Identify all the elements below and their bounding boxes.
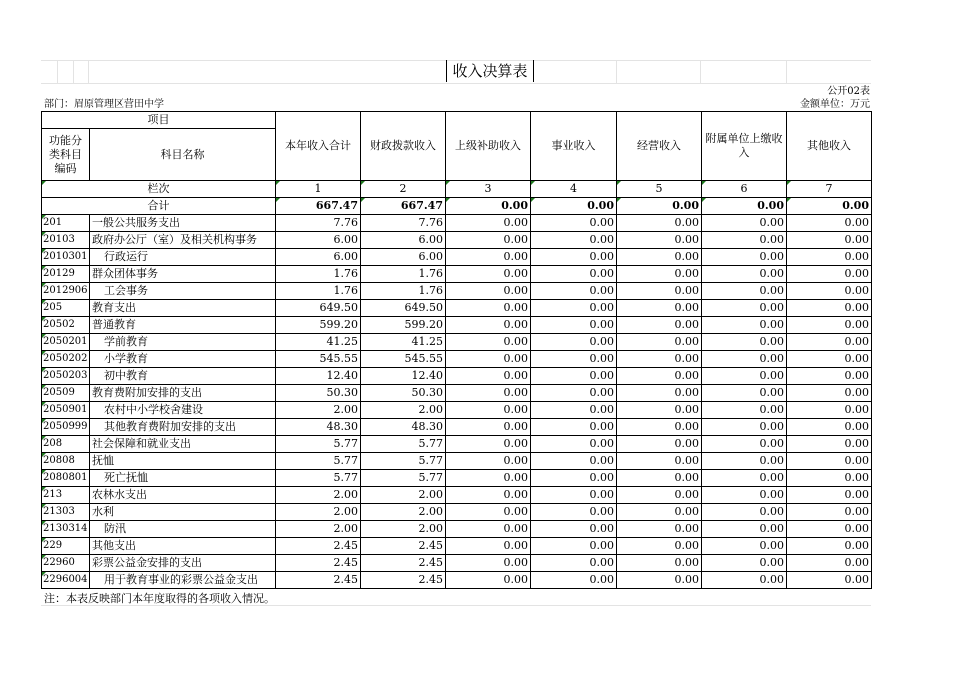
value-col3: 0.00 bbox=[446, 283, 531, 300]
value-col2: 7.76 bbox=[361, 215, 446, 232]
value-col2: 41.25 bbox=[361, 334, 446, 351]
value-col4: 0.00 bbox=[531, 538, 617, 555]
subject-name: 初中教育 bbox=[90, 368, 276, 385]
value-col6: 0.00 bbox=[702, 232, 787, 249]
subject-code: 2296004 bbox=[42, 572, 90, 589]
value-col1: 649.50 bbox=[276, 300, 361, 317]
subject-code: 201 bbox=[42, 215, 90, 232]
subject-name: 教育支出 bbox=[90, 300, 276, 317]
value-col3: 0.00 bbox=[446, 572, 531, 589]
value-col1: 545.55 bbox=[276, 351, 361, 368]
value-col2: 2.00 bbox=[361, 487, 446, 504]
value-col2: 2.00 bbox=[361, 402, 446, 419]
value-col7: 0.00 bbox=[787, 572, 872, 589]
unit-label: 金额单位：万元 bbox=[800, 99, 870, 110]
subject-code: 205 bbox=[42, 300, 90, 317]
subject-name: 小学教育 bbox=[90, 351, 276, 368]
value-col3: 0.00 bbox=[446, 538, 531, 555]
value-col4: 0.00 bbox=[531, 249, 617, 266]
value-col6: 0.00 bbox=[702, 266, 787, 283]
value-col6: 0.00 bbox=[702, 368, 787, 385]
total-v4: 0.00 bbox=[531, 198, 617, 215]
total-v7: 0.00 bbox=[787, 198, 872, 215]
value-col6: 0.00 bbox=[702, 215, 787, 232]
total-v1: 667.47 bbox=[276, 198, 361, 215]
header-col3: 上级补助收入 bbox=[446, 112, 531, 181]
value-col4: 0.00 bbox=[531, 470, 617, 487]
subject-name: 行政运行 bbox=[90, 249, 276, 266]
value-col2: 2.45 bbox=[361, 555, 446, 572]
value-col4: 0.00 bbox=[531, 436, 617, 453]
header-col1: 本年收入合计 bbox=[276, 112, 361, 181]
subject-name: 其他教育费附加安排的支出 bbox=[90, 419, 276, 436]
header-n1: 1 bbox=[276, 181, 361, 198]
value-col5: 0.00 bbox=[617, 470, 702, 487]
value-col1: 48.30 bbox=[276, 419, 361, 436]
value-col2: 6.00 bbox=[361, 232, 446, 249]
value-col7: 0.00 bbox=[787, 334, 872, 351]
value-col7: 0.00 bbox=[787, 487, 872, 504]
subject-code: 2050203 bbox=[42, 368, 90, 385]
value-col3: 0.00 bbox=[446, 334, 531, 351]
value-col4: 0.00 bbox=[531, 334, 617, 351]
table-row bbox=[42, 266, 872, 283]
value-col7: 0.00 bbox=[787, 232, 872, 249]
subject-name: 一般公共服务支出 bbox=[90, 215, 276, 232]
form-number: 公开02表 bbox=[827, 86, 870, 97]
total-row bbox=[42, 198, 872, 215]
value-col6: 0.00 bbox=[702, 334, 787, 351]
value-col7: 0.00 bbox=[787, 385, 872, 402]
subject-name: 学前教育 bbox=[90, 334, 276, 351]
header-col2: 财政拨款收入 bbox=[361, 112, 446, 181]
value-col1: 7.76 bbox=[276, 215, 361, 232]
value-col6: 0.00 bbox=[702, 453, 787, 470]
table-row bbox=[42, 385, 872, 402]
subject-code: 213 bbox=[42, 487, 90, 504]
value-col4: 0.00 bbox=[531, 317, 617, 334]
subject-code: 20509 bbox=[42, 385, 90, 402]
value-col4: 0.00 bbox=[531, 572, 617, 589]
value-col4: 0.00 bbox=[531, 453, 617, 470]
value-col6: 0.00 bbox=[702, 402, 787, 419]
value-col7: 0.00 bbox=[787, 521, 872, 538]
table-row bbox=[42, 249, 872, 266]
value-col1: 599.20 bbox=[276, 317, 361, 334]
value-col5: 0.00 bbox=[617, 572, 702, 589]
value-col3: 0.00 bbox=[446, 266, 531, 283]
value-col6: 0.00 bbox=[702, 300, 787, 317]
subject-name: 农林水支出 bbox=[90, 487, 276, 504]
subject-name: 用于教育事业的彩票公益金支出 bbox=[90, 572, 276, 589]
subject-name: 防汛 bbox=[90, 521, 276, 538]
value-col3: 0.00 bbox=[446, 215, 531, 232]
total-v6: 0.00 bbox=[702, 198, 787, 215]
value-col4: 0.00 bbox=[531, 283, 617, 300]
value-col6: 0.00 bbox=[702, 317, 787, 334]
value-col6: 0.00 bbox=[702, 572, 787, 589]
subject-code: 229 bbox=[42, 538, 90, 555]
value-col2: 48.30 bbox=[361, 419, 446, 436]
value-col2: 50.30 bbox=[361, 385, 446, 402]
subject-code: 2012906 bbox=[42, 283, 90, 300]
value-col5: 0.00 bbox=[617, 402, 702, 419]
value-col2: 649.50 bbox=[361, 300, 446, 317]
header-func-code: 功能分类科目编码 bbox=[42, 129, 90, 181]
value-col5: 0.00 bbox=[617, 300, 702, 317]
value-col5: 0.00 bbox=[617, 521, 702, 538]
table-row bbox=[42, 368, 872, 385]
value-col5: 0.00 bbox=[617, 453, 702, 470]
table-row bbox=[42, 538, 872, 555]
value-col4: 0.00 bbox=[531, 368, 617, 385]
value-col3: 0.00 bbox=[446, 419, 531, 436]
value-col4: 0.00 bbox=[531, 504, 617, 521]
value-col2: 2.00 bbox=[361, 504, 446, 521]
table-row bbox=[42, 402, 872, 419]
value-col6: 0.00 bbox=[702, 283, 787, 300]
subject-code: 20808 bbox=[42, 453, 90, 470]
value-col1: 1.76 bbox=[276, 283, 361, 300]
department-label: 部门：眉原管理区营田中学 bbox=[44, 99, 164, 110]
subject-name: 工会事务 bbox=[90, 283, 276, 300]
value-col1: 5.77 bbox=[276, 436, 361, 453]
value-col4: 0.00 bbox=[531, 385, 617, 402]
value-col1: 6.00 bbox=[276, 232, 361, 249]
value-col7: 0.00 bbox=[787, 317, 872, 334]
value-col7: 0.00 bbox=[787, 504, 872, 521]
value-col6: 0.00 bbox=[702, 419, 787, 436]
subject-name: 社会保障和就业支出 bbox=[90, 436, 276, 453]
value-col3: 0.00 bbox=[446, 555, 531, 572]
header-n5: 5 bbox=[617, 181, 702, 198]
value-col5: 0.00 bbox=[617, 283, 702, 300]
total-label: 合计 bbox=[42, 198, 276, 215]
header-n2: 2 bbox=[361, 181, 446, 198]
table-row bbox=[42, 232, 872, 249]
value-col7: 0.00 bbox=[787, 351, 872, 368]
value-col3: 0.00 bbox=[446, 300, 531, 317]
subject-code: 2050999 bbox=[42, 419, 90, 436]
value-col6: 0.00 bbox=[702, 470, 787, 487]
value-col3: 0.00 bbox=[446, 385, 531, 402]
value-col2: 2.00 bbox=[361, 521, 446, 538]
header-n4: 4 bbox=[531, 181, 617, 198]
value-col4: 0.00 bbox=[531, 300, 617, 317]
subject-code: 2050901 bbox=[42, 402, 90, 419]
subject-code: 2050201 bbox=[42, 334, 90, 351]
value-col3: 0.00 bbox=[446, 487, 531, 504]
value-col1: 41.25 bbox=[276, 334, 361, 351]
subject-code: 21303 bbox=[42, 504, 90, 521]
value-col7: 0.00 bbox=[787, 453, 872, 470]
value-col6: 0.00 bbox=[702, 504, 787, 521]
header-n7: 7 bbox=[787, 181, 872, 198]
header-col7: 其他收入 bbox=[787, 112, 872, 181]
footnote: 注：本表反映部门本年度取得的各项收入情况。 bbox=[44, 592, 275, 605]
value-col1: 2.45 bbox=[276, 572, 361, 589]
value-col7: 0.00 bbox=[787, 538, 872, 555]
value-col3: 0.00 bbox=[446, 470, 531, 487]
value-col4: 0.00 bbox=[531, 351, 617, 368]
value-col5: 0.00 bbox=[617, 419, 702, 436]
value-col7: 0.00 bbox=[787, 300, 872, 317]
subject-code: 22960 bbox=[42, 555, 90, 572]
subject-code: 2010301 bbox=[42, 249, 90, 266]
subject-code: 2080801 bbox=[42, 470, 90, 487]
value-col7: 0.00 bbox=[787, 419, 872, 436]
value-col7: 0.00 bbox=[787, 555, 872, 572]
table-row bbox=[42, 555, 872, 572]
value-col6: 0.00 bbox=[702, 538, 787, 555]
value-col4: 0.00 bbox=[531, 419, 617, 436]
value-col1: 5.77 bbox=[276, 470, 361, 487]
table-row bbox=[42, 521, 872, 538]
value-col1: 5.77 bbox=[276, 453, 361, 470]
value-col1: 2.00 bbox=[276, 521, 361, 538]
footnote-line bbox=[41, 605, 871, 606]
subject-name: 普通教育 bbox=[90, 317, 276, 334]
value-col4: 0.00 bbox=[531, 521, 617, 538]
value-col3: 0.00 bbox=[446, 436, 531, 453]
value-col5: 0.00 bbox=[617, 351, 702, 368]
table-row bbox=[42, 453, 872, 470]
table-row bbox=[42, 470, 872, 487]
value-col2: 2.45 bbox=[361, 538, 446, 555]
value-col5: 0.00 bbox=[617, 555, 702, 572]
header-project: 项目 bbox=[42, 112, 276, 129]
value-col7: 0.00 bbox=[787, 283, 872, 300]
value-col7: 0.00 bbox=[787, 368, 872, 385]
header-col4: 事业收入 bbox=[531, 112, 617, 181]
value-col5: 0.00 bbox=[617, 538, 702, 555]
value-col5: 0.00 bbox=[617, 317, 702, 334]
value-col3: 0.00 bbox=[446, 317, 531, 334]
value-col5: 0.00 bbox=[617, 334, 702, 351]
subject-code: 20502 bbox=[42, 317, 90, 334]
subject-name: 农村中小学校舍建设 bbox=[90, 402, 276, 419]
value-col7: 0.00 bbox=[787, 266, 872, 283]
table-row bbox=[42, 572, 872, 589]
value-col1: 1.76 bbox=[276, 266, 361, 283]
value-col2: 545.55 bbox=[361, 351, 446, 368]
value-col5: 0.00 bbox=[617, 266, 702, 283]
value-col1: 2.00 bbox=[276, 402, 361, 419]
value-col6: 0.00 bbox=[702, 351, 787, 368]
value-col2: 599.20 bbox=[361, 317, 446, 334]
subject-code: 2050202 bbox=[42, 351, 90, 368]
header-n3: 3 bbox=[446, 181, 531, 198]
value-col1: 12.40 bbox=[276, 368, 361, 385]
value-col2: 1.76 bbox=[361, 283, 446, 300]
value-col1: 6.00 bbox=[276, 249, 361, 266]
value-col4: 0.00 bbox=[531, 402, 617, 419]
value-col6: 0.00 bbox=[702, 436, 787, 453]
value-col6: 0.00 bbox=[702, 555, 787, 572]
value-col5: 0.00 bbox=[617, 368, 702, 385]
table-row bbox=[42, 436, 872, 453]
value-col6: 0.00 bbox=[702, 385, 787, 402]
value-col5: 0.00 bbox=[617, 487, 702, 504]
value-col7: 0.00 bbox=[787, 470, 872, 487]
header-n6: 6 bbox=[702, 181, 787, 198]
value-col3: 0.00 bbox=[446, 351, 531, 368]
value-col5: 0.00 bbox=[617, 504, 702, 521]
subject-code: 2130314 bbox=[42, 521, 90, 538]
value-col5: 0.00 bbox=[617, 385, 702, 402]
value-col6: 0.00 bbox=[702, 487, 787, 504]
value-col3: 0.00 bbox=[446, 402, 531, 419]
value-col1: 50.30 bbox=[276, 385, 361, 402]
subject-name: 彩票公益金安排的支出 bbox=[90, 555, 276, 572]
subject-code: 208 bbox=[42, 436, 90, 453]
subject-name: 死亡抚恤 bbox=[90, 470, 276, 487]
value-col4: 0.00 bbox=[531, 487, 617, 504]
value-col7: 0.00 bbox=[787, 402, 872, 419]
value-col7: 0.00 bbox=[787, 436, 872, 453]
value-col7: 0.00 bbox=[787, 215, 872, 232]
table-row bbox=[42, 334, 872, 351]
value-col5: 0.00 bbox=[617, 215, 702, 232]
total-v2: 667.47 bbox=[361, 198, 446, 215]
value-col4: 0.00 bbox=[531, 555, 617, 572]
value-col1: 2.45 bbox=[276, 555, 361, 572]
table-row bbox=[42, 283, 872, 300]
total-v3: 0.00 bbox=[446, 198, 531, 215]
header-lanci: 栏次 bbox=[42, 181, 276, 198]
value-col2: 6.00 bbox=[361, 249, 446, 266]
value-col6: 0.00 bbox=[702, 521, 787, 538]
value-col3: 0.00 bbox=[446, 521, 531, 538]
table-row bbox=[42, 504, 872, 521]
subject-name: 群众团体事务 bbox=[90, 266, 276, 283]
subject-name: 教育费附加安排的支出 bbox=[90, 385, 276, 402]
subject-name: 抚恤 bbox=[90, 453, 276, 470]
value-col5: 0.00 bbox=[617, 232, 702, 249]
value-col1: 2.45 bbox=[276, 538, 361, 555]
income-table bbox=[41, 111, 872, 589]
value-col2: 5.77 bbox=[361, 453, 446, 470]
subject-name: 水利 bbox=[90, 504, 276, 521]
table-row bbox=[42, 300, 872, 317]
table-row bbox=[42, 215, 872, 232]
value-col7: 0.00 bbox=[787, 249, 872, 266]
page-title: 收入决算表 bbox=[446, 60, 534, 82]
value-col3: 0.00 bbox=[446, 249, 531, 266]
value-col2: 2.45 bbox=[361, 572, 446, 589]
value-col4: 0.00 bbox=[531, 266, 617, 283]
subject-name: 其他支出 bbox=[90, 538, 276, 555]
header-subject-name: 科目名称 bbox=[90, 129, 276, 181]
header-col6: 附属单位上缴收入 bbox=[702, 112, 787, 181]
value-col5: 0.00 bbox=[617, 249, 702, 266]
header-col5: 经营收入 bbox=[617, 112, 702, 181]
table-row bbox=[42, 317, 872, 334]
value-col2: 1.76 bbox=[361, 266, 446, 283]
total-v5: 0.00 bbox=[617, 198, 702, 215]
value-col1: 2.00 bbox=[276, 487, 361, 504]
value-col3: 0.00 bbox=[446, 504, 531, 521]
value-col3: 0.00 bbox=[446, 453, 531, 470]
subject-code: 20129 bbox=[42, 266, 90, 283]
subject-name: 政府办公厅（室）及相关机构事务 bbox=[90, 232, 276, 249]
value-col2: 5.77 bbox=[361, 436, 446, 453]
value-col3: 0.00 bbox=[446, 232, 531, 249]
value-col2: 5.77 bbox=[361, 470, 446, 487]
value-col1: 2.00 bbox=[276, 504, 361, 521]
value-col6: 0.00 bbox=[702, 249, 787, 266]
value-col4: 0.00 bbox=[531, 215, 617, 232]
table-row bbox=[42, 487, 872, 504]
subject-code: 20103 bbox=[42, 232, 90, 249]
table-row bbox=[42, 419, 872, 436]
value-col4: 0.00 bbox=[531, 232, 617, 249]
value-col5: 0.00 bbox=[617, 436, 702, 453]
value-col3: 0.00 bbox=[446, 368, 531, 385]
table-row bbox=[42, 351, 872, 368]
value-col2: 12.40 bbox=[361, 368, 446, 385]
